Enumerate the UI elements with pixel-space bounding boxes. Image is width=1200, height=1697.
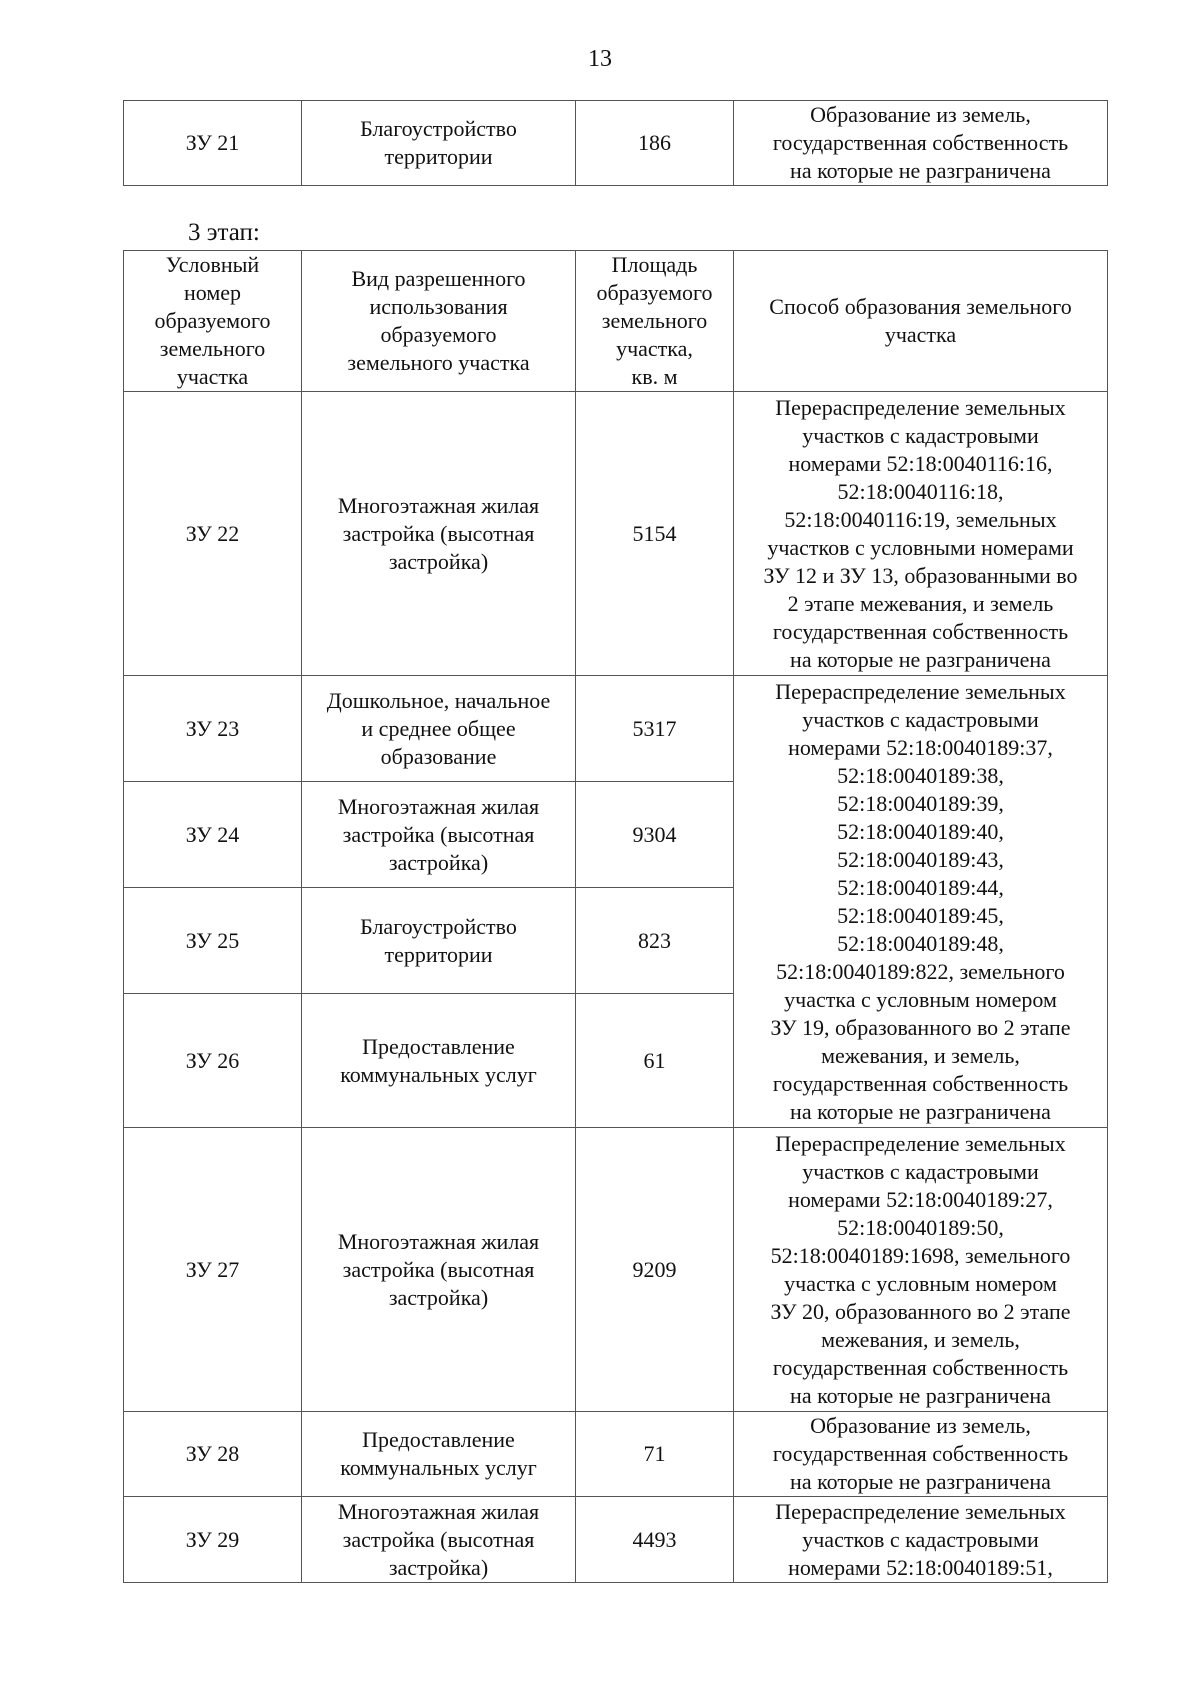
- permitted-use-cell: Предоставление коммунальных услуг: [302, 1412, 576, 1497]
- table-row: [124, 101, 1108, 186]
- area-cell: 71: [576, 1412, 734, 1497]
- plot-number-cell: ЗУ 27: [124, 1128, 302, 1412]
- permitted-use-cell: Благоустройство территории: [302, 888, 576, 994]
- header-formation-method: Способ образования земельного участка: [734, 251, 1108, 392]
- header-area: Площадь образуемого земельного участка, кв. м: [576, 251, 734, 392]
- area-cell: 61: [576, 994, 734, 1128]
- plot-number-cell: ЗУ 24: [124, 782, 302, 888]
- area-cell: 4493: [576, 1497, 734, 1583]
- stage3-table: [123, 250, 1108, 1583]
- permitted-use-cell: Многоэтажная жилая застройка (высотная застройка): [302, 782, 576, 888]
- permitted-use-cell: Дошкольное, начальное и среднее общее образование: [302, 676, 576, 782]
- formation-method-cell: Образование из земель, государственная собственность на которые не разграничена: [734, 1412, 1108, 1497]
- header-permitted-use: Вид разрешенного использования образуемого земельного участка: [302, 251, 576, 392]
- area-cell: 9209: [576, 1128, 734, 1412]
- table-row: [124, 1412, 1108, 1497]
- permitted-use-cell: Предоставление коммунальных услуг: [302, 994, 576, 1128]
- header-plot-number: Условный номер образуемого земельного участка: [124, 251, 302, 392]
- area-cell: 823: [576, 888, 734, 994]
- formation-method-cell: Перераспределение земельных участков с кадастровыми номерами 52:18:0040189:37, 52:18:0040189:38, 52:18:0040189:39, 52:18:0040189:40, 52:18:0040189:43, 52:18:0040189:44, 52:18:0040189:45, 52:18:0040189:48, 52:18:0040189:822, земельного участка с условным номером ЗУ 19, образованного во 2 этапе межевания, и земель, государственная собственность на которые не разграничена: [734, 676, 1108, 1128]
- area-cell: 5317: [576, 676, 734, 782]
- area-cell: 186: [576, 101, 734, 186]
- plot-number-cell: ЗУ 22: [124, 392, 302, 676]
- permitted-use-cell: Многоэтажная жилая застройка (высотная застройка): [302, 1497, 576, 1583]
- formation-method-cell: Перераспределение земельных участков с кадастровыми номерами 52:18:0040189:51,: [734, 1497, 1108, 1583]
- plot-number-cell: ЗУ 25: [124, 888, 302, 994]
- formation-method-cell: Перераспределение земельных участков с кадастровыми номерами 52:18:0040189:27, 52:18:0040189:50, 52:18:0040189:1698, земельного участка с условным номером ЗУ 20, образованного во 2 этапе межевания, и земель, государственная собственность на которые не разграничена: [734, 1128, 1108, 1412]
- plot-number-cell: ЗУ 28: [124, 1412, 302, 1497]
- plot-number-cell: ЗУ 21: [124, 101, 302, 186]
- header-row: [124, 251, 1108, 392]
- page-number: 13: [588, 46, 612, 72]
- permitted-use-cell: Многоэтажная жилая застройка (высотная застройка): [302, 392, 576, 676]
- area-cell: 5154: [576, 392, 734, 676]
- plot-number-cell: ЗУ 26: [124, 994, 302, 1128]
- table-row: [124, 392, 1108, 676]
- formation-method-cell: Образование из земель, государственная собственность на которые не разграничена: [734, 101, 1108, 186]
- permitted-use-cell: Многоэтажная жилая застройка (высотная застройка): [302, 1128, 576, 1412]
- stage-title: 3 этап:: [188, 219, 260, 246]
- table-row: [124, 676, 1108, 782]
- area-cell: 9304: [576, 782, 734, 888]
- permitted-use-cell: Благоустройство территории: [302, 101, 576, 186]
- plot-number-cell: ЗУ 29: [124, 1497, 302, 1583]
- formation-method-cell: Перераспределение земельных участков с кадастровыми номерами 52:18:0040116:16, 52:18:0040116:18, 52:18:0040116:19, земельных участков с условными номерами ЗУ 12 и ЗУ 13, образованными во 2 этапе межевания, и земель государственная собственность на которые не разграничена: [734, 392, 1108, 676]
- plot-number-cell: ЗУ 23: [124, 676, 302, 782]
- table-row: [124, 1497, 1108, 1583]
- table-row: [124, 1128, 1108, 1412]
- top-table: [123, 100, 1108, 186]
